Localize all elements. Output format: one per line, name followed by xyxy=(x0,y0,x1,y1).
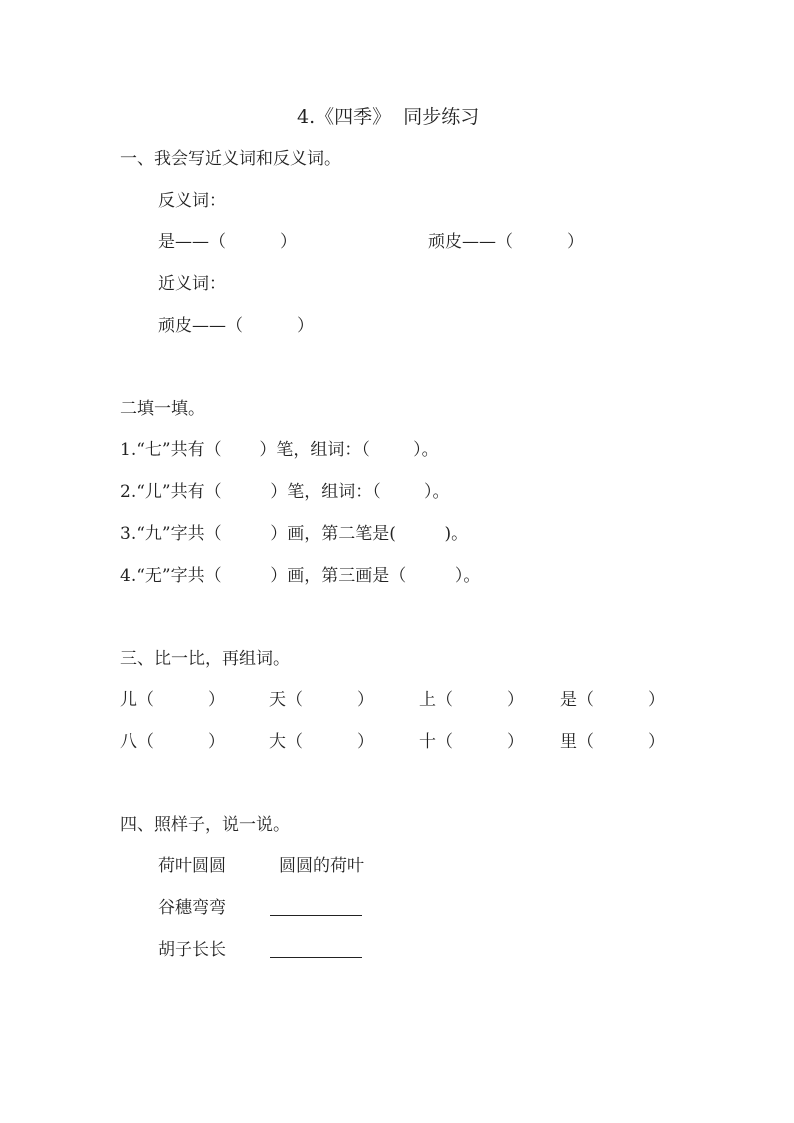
example-left: 荷叶圆圆 xyxy=(158,856,226,876)
compare-word-1: 儿（ ） xyxy=(120,690,226,710)
exercise-item-2: 胡子长长 xyxy=(158,940,226,960)
compare-word-2: 天（ ） xyxy=(269,690,375,710)
section1-heading: 一、我会写近义词和反义词。 xyxy=(120,149,341,169)
exercise-item-1: 谷穗弯弯 xyxy=(158,898,226,918)
section2-heading: 二填一填。 xyxy=(120,399,205,419)
compare-word-7: 十（ ） xyxy=(419,732,525,752)
compare-word-4: 是（ ） xyxy=(560,690,666,710)
page-title: 4.《四季》 同步练习 xyxy=(297,106,480,128)
fill-item-1: 1.“七”共有（ ）笔，组词：（ ）。 xyxy=(120,440,439,460)
synonym-label: 近义词： xyxy=(158,274,226,294)
example-right: 圆圆的荷叶 xyxy=(279,856,364,876)
compare-word-5: 八（ ） xyxy=(120,732,226,752)
compare-word-6: 大（ ） xyxy=(269,732,375,752)
fill-item-2: 2.“儿”共有（ ）笔，组词：（ ）。 xyxy=(120,482,450,502)
compare-word-3: 上（ ） xyxy=(419,690,525,710)
answer-line-1[interactable] xyxy=(270,915,362,916)
answer-line-2[interactable] xyxy=(270,957,362,958)
section3-heading: 三、比一比，再组词。 xyxy=(120,649,290,669)
compare-word-8: 里（ ） xyxy=(560,732,666,752)
antonym-item-1: 是——（ ） xyxy=(158,232,298,252)
fill-item-3: 3.“九”字共（ ）画，第二笔是( )。 xyxy=(120,524,469,544)
antonym-item-2: 顽皮——（ ） xyxy=(428,232,585,252)
section4-heading: 四、照样子，说一说。 xyxy=(120,815,290,835)
fill-item-4: 4.“无”字共（ ）画，第三画是（ ）。 xyxy=(120,566,481,586)
antonym-label: 反义词： xyxy=(158,191,226,211)
synonym-item-1: 顽皮——（ ） xyxy=(158,316,315,336)
